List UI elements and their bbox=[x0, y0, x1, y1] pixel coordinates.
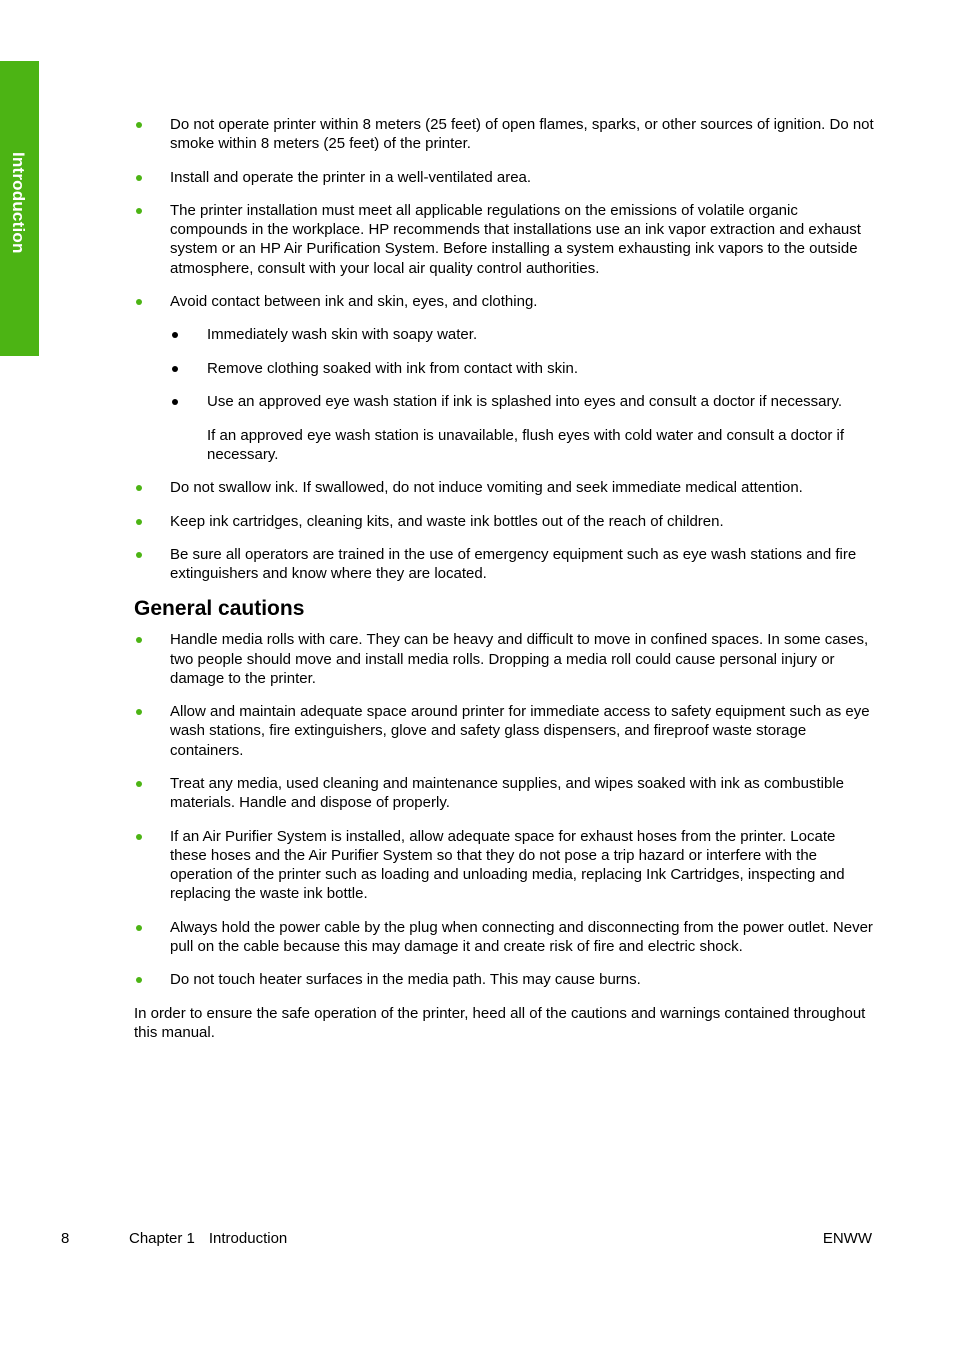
footer-chapter-title: Introduction bbox=[208, 1230, 288, 1247]
list-item-text: Do not touch heater surfaces in the media path. This may cause burns. bbox=[170, 971, 641, 989]
sub-list-item bbox=[170, 392, 874, 464]
list-item bbox=[134, 827, 874, 904]
footer-chapter bbox=[129, 1229, 287, 1248]
page-number: 8 bbox=[61, 1230, 70, 1247]
list-item bbox=[134, 970, 874, 989]
list-item bbox=[134, 918, 874, 956]
list-item-text: Avoid contact between ink and skin, eyes, and clothing. bbox=[170, 292, 538, 310]
sub-list-item-text: Use an approved eye wash station if ink is splashed into eyes and consult a doctor if necessary. bbox=[207, 393, 843, 411]
green-bullet-icon bbox=[136, 709, 142, 715]
list-item-text: Allow and maintain adequate space around printer for immediate access to safety equipment such as eye wash stations, fire extinguishers, glove and safety glass dispensers, and fireproof waste storage containers. bbox=[170, 703, 870, 759]
list-item-text: Always hold the power cable by the plug when connecting and disconnecting from the power outlet. Never pull on the cable because this may damage it and create risk of fire and electric shock. bbox=[170, 918, 873, 955]
green-bullet-icon bbox=[136, 781, 142, 787]
green-bullet-icon bbox=[136, 519, 142, 525]
cautions-list bbox=[134, 630, 874, 989]
list-item-text: Be sure all operators are trained in the use of emergency equipment such as eye wash stations and fire extinguishers and know where they are located. bbox=[170, 545, 857, 583]
chapter-side-tab-label: Introduction bbox=[9, 152, 28, 254]
list-item bbox=[134, 512, 874, 531]
green-bullet-icon bbox=[136, 834, 142, 840]
sub-list-item-text: Immediately wash skin with soapy water. bbox=[207, 326, 478, 344]
closing-paragraph: In order to ensure the safe operation of the printer, heed all of the cautions and warnings contained throughout this manual. bbox=[134, 1004, 866, 1041]
list-item bbox=[134, 702, 874, 760]
sub-list-item bbox=[170, 359, 874, 378]
list-item bbox=[134, 774, 874, 812]
sub-list-item-text: Remove clothing soaked with ink from contact with skin. bbox=[207, 359, 578, 377]
green-bullet-icon bbox=[136, 299, 142, 305]
green-bullet-icon bbox=[136, 552, 142, 558]
page-content bbox=[134, 115, 874, 1042]
list-item-text: If an Air Purifier System is installed, allow adequate space for exhaust hoses from the printer. Locate these hoses and the Air Purifier System so that they do not pose a trip hazard or interfere with the operation of the printer such as loading and unloading media, replacing Ink Cartridges, inspecting and replacing the waste ink bottle. bbox=[170, 827, 845, 903]
list-item bbox=[134, 292, 874, 464]
footer-doc-code: ENWW bbox=[822, 1230, 872, 1247]
list-item bbox=[134, 168, 874, 187]
sub-list-item bbox=[170, 325, 874, 344]
list-item-text: Do not operate printer within 8 meters (25 feet) of open flames, sparks, or other sources of ignition. Do not smoke within 8 meters (25 feet) of the printer. bbox=[170, 116, 874, 153]
list-item-text: Install and operate the printer in a well-ventilated area. bbox=[170, 168, 532, 186]
footer-chapter-number: Chapter 1 bbox=[129, 1230, 195, 1247]
green-bullet-icon bbox=[136, 977, 142, 983]
green-bullet-icon bbox=[136, 208, 142, 214]
black-bullet-icon bbox=[172, 399, 178, 405]
black-bullet-icon bbox=[172, 332, 178, 338]
sub-list bbox=[170, 325, 874, 464]
green-bullet-icon bbox=[136, 175, 142, 181]
warnings-list bbox=[134, 115, 874, 583]
section-heading: General cautions bbox=[134, 597, 305, 621]
green-bullet-icon bbox=[136, 925, 142, 931]
list-item bbox=[134, 630, 874, 688]
black-bullet-icon bbox=[172, 366, 178, 372]
green-bullet-icon bbox=[136, 485, 142, 491]
list-item-text: Handle media rolls with care. They can be heavy and difficult to move in confined spaces. In some cases, two people should move and install media rolls. Dropping a media roll could cause personal injury or damage to the printer. bbox=[170, 631, 869, 687]
list-item-text: The printer installation must meet all applicable regulations on the emissions of volatile organic compounds in the workplace. HP recommends that installations use an ink vapor extraction and exhaust system or an HP Air Purification System. Before installing a system exhausting ink vapors to the outside atmosphere, consult with your local air quality control authorities. bbox=[170, 201, 861, 277]
list-item-text: Do not swallow ink. If swallowed, do not induce vomiting and seek immediate medical attention. bbox=[170, 479, 803, 497]
list-item bbox=[134, 545, 874, 583]
list-item-text: Treat any media, used cleaning and maintenance supplies, and wipes soaked with ink as combustible materials. Handle and dispose of properly. bbox=[170, 774, 845, 812]
list-item-text: Keep ink cartridges, cleaning kits, and waste ink bottles out of the reach of children. bbox=[170, 512, 724, 530]
sub-list-note: If an approved eye wash station is unavailable, flush eyes with cold water and consult a doctor if necessary. bbox=[207, 426, 845, 463]
list-item bbox=[134, 478, 874, 497]
green-bullet-icon bbox=[136, 637, 142, 643]
green-bullet-icon bbox=[136, 122, 142, 128]
list-item bbox=[134, 115, 874, 153]
list-item bbox=[134, 201, 874, 278]
